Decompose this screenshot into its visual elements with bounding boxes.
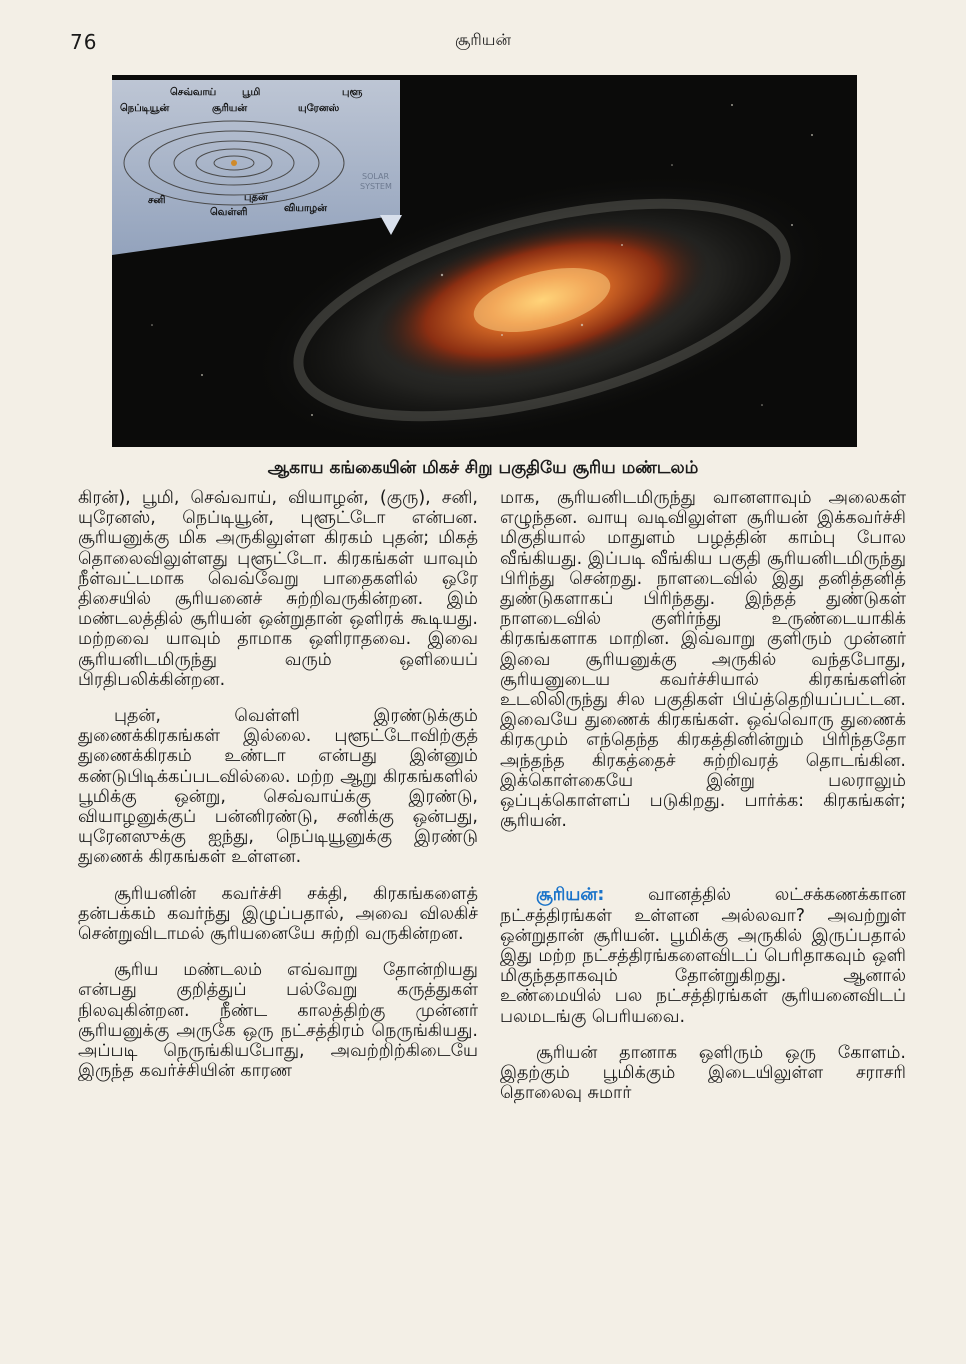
label-mercury: புதன் <box>244 192 268 203</box>
label-earth: பூமி <box>242 87 261 98</box>
milky-way-figure <box>112 75 857 447</box>
entry-text: வானத்தில் லட்சக்கணக்கான நட்சத்திரங்கள் உள்ளன அல்லவா? அவற்றுள் ஒன்றுதான் சூரியன். பூமிக்கு அருகில் இருப்பதால் இது மற்ற நட்சத்திரங்களைவிடப் பெரிதாகவும் ஒளி மிகுந்ததாகவும் தோன்றுகிறது. ஆனால் உண்மையில் பல நட்சத்திரங்கள் சூரியனைவிடப் பலமடங்கு பெரியவை. <box>500 885 906 1027</box>
running-title: சூரியன் <box>454 30 512 49</box>
left-paragraph-2: புதன், வெள்ளி இரண்டுக்கும் துணைக்கிரகங்கள் இல்லை. புளூட்டோவிற்குத் துணைக்கிரகம் உண்டா என்பது இன்னும் கண்டுபிடிக்கப்படவில்லை. மற்ற ஆறு கிரகங்களில் பூமிக்கு ஒன்று, செவ்வாய்க்கு இரண்டு, வியாழனுக்குப் பன்னிரண்டு, சனிக்கு ஒன்பது, யுரேனஸுக்கு ஐந்து, நெப்டியூனுக்கு இரண்டு துணைக் கிரகங்கள் உள்ளன. <box>78 706 478 868</box>
label-sun: சூரியன் <box>212 103 248 114</box>
galaxy-illustration <box>112 75 857 447</box>
right-paragraph-3: சூரியன் தானாக ஒளிரும் ஒரு கோளம். இதற்கும் பூமிக்கும் இடையிலுள்ள சராசரி தொலைவு சுமார் <box>500 1042 906 1104</box>
left-paragraph-3: சூரியனின் கவர்ச்சி சக்தி, கிரகங்களைத் தன்பக்கம் கவர்ந்து இழுப்பதால், அவை விலகிச் சென்றுவிடாமல் சூரியனையே சுற்றி வருகின்றன. <box>78 883 478 945</box>
left-column <box>78 488 478 1097</box>
page-number: 76 <box>70 30 98 54</box>
right-paragraph-1: மாக, சூரியனிடமிருந்து வானளாவும் அலைகள் எழுந்தன. வாயு வடிவிலுள்ள சூரியன் இக்கவர்ச்சி மிகுதியால் மாதுளம் பழத்தின் காம்பு போல வீங்கியது. இப்படி வீங்கிய பகுதி சூரியனிடமிருந்து பிரிந்து சென்றது. நாளடைவில் இது தனித்தனித் துண்டுகளாகப் பிரிந்தது. இந்தத் துண்டுகள் நாளடைவில் குளிர்ந்து உருண்டையாகிக் கிரகங்களாக மாறின. இவ்வாறு குளிரும் முன்னர் இவை சூரியனுக்கு அருகில் வந்தபோது, சூரியனுடைய கவர்ச்சியால் கிரகங்களின் உடலிலிருந்து சில பகுதிகள் பிய்த்தெறியப்பட்டன. இவையே துணைக் கிரகங்கள். ஒவ்வொரு துணைக் கிரகமும் எந்தெந்த கிரகத்தினின்றும் பிரிந்ததோ அந்தந்த கிரகத்தைச் சுற்றிவரத் தொடங்கின. இக்கொள்கையே இன்று பலராலும் ஒப்புக்கொள்ளப் படுகிறது. பார்க்க: கிரகங்கள்; சூரியன். <box>500 488 906 832</box>
label-pluto: புளூ <box>342 87 363 98</box>
right-paragraph-2 <box>500 885 906 1026</box>
entry-term: சூரியன்: <box>536 885 605 906</box>
left-paragraph-1: கிரன்), பூமி, செவ்வாய், வியாழன், (குரு), சனி, யுரேனஸ், நெப்டியூன், புளூட்டோ என்பன. சூரியனுக்கு மிக அருகிலுள்ள கிரகம் புதன்; மிகத் தொலைவிலுள்ளது புளூட்டோ. கிரகங்கள் யாவும் நீள்வட்டமாக வெவ்வேறு பாதைகளில் ஒரே திசையில் சூரியனைச் சுற்றிவருகின்றன. இம் மண்டலத்தில் சூரியன் ஒன்றுதான் ஒளிரக் கூடியது. மற்றவை யாவும் தாமாக ஒளிராதவை. இவை சூரியனிடமிருந்து வரும் ஒளியைப் பிரதிபலிக்கின்றன. <box>78 488 478 690</box>
label-neptune: நெப்டியூன் <box>120 103 170 114</box>
label-solar: SOLAR <box>362 172 390 181</box>
sun-dot <box>231 160 237 166</box>
label-venus: வெள்ளி <box>210 207 248 218</box>
right-column <box>500 488 906 1119</box>
figure-caption: ஆகாய கங்கையின் மிகச் சிறு பகுதியே சூரிய மண்டலம் <box>267 458 699 478</box>
left-paragraph-4: சூரிய மண்டலம் எவ்வாறு தோன்றியது என்பது குறித்துப் பல்வேறு கருத்துகள் நிலவுகின்றன. நீண்ட காலத்திற்கு முன்னர் சூரியனுக்கு அருகே ஒரு நட்சத்திரம் நெருங்கியது. அப்படி நெருங்கியபோது, அவற்றிற்கிடையே இருந்த கவர்ச்சியின் காரண <box>78 960 478 1082</box>
label-mars: செவ்வாய் <box>170 87 217 98</box>
label-system: SYSTEM <box>360 182 392 191</box>
label-saturn: சனி <box>148 195 166 206</box>
label-uranus: யுரேனஸ் <box>298 103 340 114</box>
label-jupiter: வியாழன் <box>284 203 327 214</box>
